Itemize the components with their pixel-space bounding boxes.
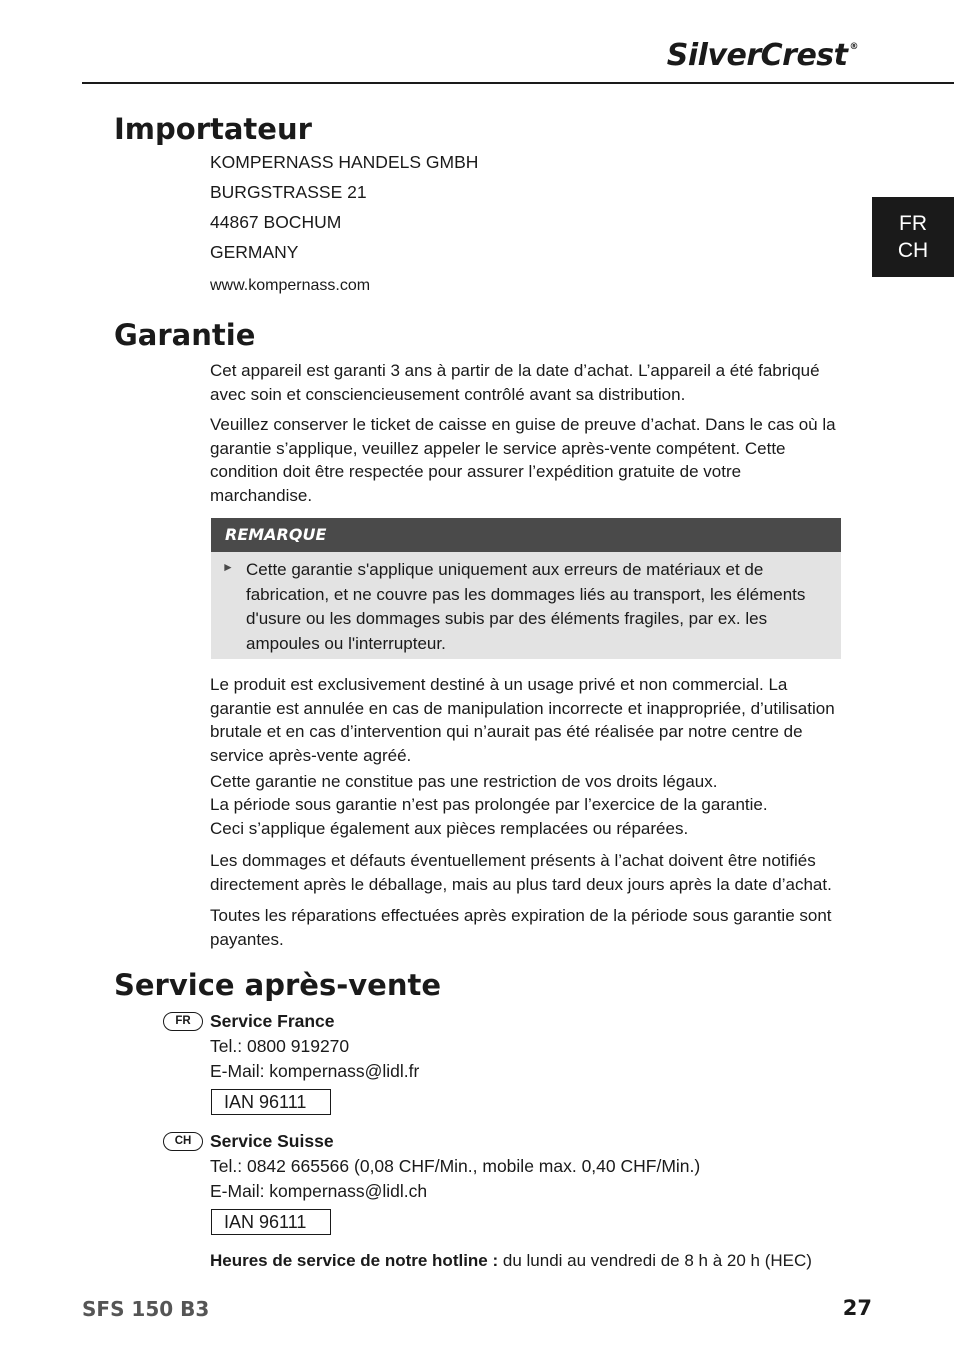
- ian-box-suisse: IAN 96111: [211, 1209, 331, 1235]
- service-suisse-email: E-Mail: kompernass@lidl.ch: [210, 1181, 428, 1201]
- country-badge-ch: CH: [163, 1132, 203, 1151]
- service-france-tel: Tel.: 0800 919270: [210, 1036, 350, 1056]
- garantie-paragraph-4-line: Ceci s’applique également aux pièces remplacées ou réparées.: [210, 819, 689, 838]
- importer-address-line: KOMPERNASS HANDELS GMBH: [210, 152, 479, 172]
- triangle-bullet-icon: ►: [222, 560, 234, 574]
- garantie-paragraph-3: Le produit est exclusivement destiné à un usage privé et non commercial. La garantie est annulée en cas de manipulation incorrecte et inappropriée, d’utilisation brutale et en cas d’intervention qui n’aurait pas été réalisée par notre centre de service après-vente agréé.: [210, 675, 835, 765]
- brand-logo: [667, 38, 858, 73]
- service-france-email: E-Mail: kompernass@lidl.fr: [210, 1061, 420, 1081]
- importer-website: www.kompernass.com: [210, 277, 371, 294]
- garantie-heading: Garantie: [114, 318, 256, 352]
- hotline-hours-label: Heures de service de notre hotline :: [210, 1251, 499, 1270]
- country-badge-fr: FR: [163, 1012, 203, 1031]
- garantie-paragraph-5: Les dommages et défauts éventuellement présents à l’achat doivent être notifiés directement après le déballage, mais au plus tard deux jours après la date d’achat.: [210, 851, 832, 894]
- language-tab: [872, 197, 954, 277]
- garantie-paragraph-1: Cet appareil est garanti 3 ans à partir de la date d’achat. L’appareil a été fabriqué avec soin et consciencieusement contrôlé avant sa distribution.: [210, 361, 820, 404]
- garantie-paragraph-4-line: La période sous garantie n’est pas prolongée par l’exercice de la garantie.: [210, 795, 768, 814]
- service-suisse-tel: Tel.: 0842 665566 (0,08 CHF/Min., mobile max. 0,40 CHF/Min.): [210, 1156, 701, 1176]
- service-suisse-title: Service Suisse: [210, 1131, 334, 1151]
- garantie-paragraph-2: Veuillez conserver le ticket de caisse en guise de preuve d’achat. Dans le cas où la garantie s’applique, veuillez appeler le service après-vente compétent. Cette condition doit être respectée pour assurer l’expédition gratuite de votre marchandise.: [210, 415, 836, 505]
- page-number: 27: [842, 1296, 872, 1320]
- hotline-hours-value: du lundi au vendredi de 8 h à 20 h (HEC): [498, 1251, 812, 1270]
- garantie-paragraph-6: Toutes les réparations effectuées après expiration de la période sous garantie sont payantes.: [210, 906, 832, 949]
- importateur-heading: Importateur: [114, 112, 312, 146]
- importer-address-line: GERMANY: [210, 242, 299, 262]
- note-box: [211, 552, 841, 659]
- hotline-hours: [210, 1251, 812, 1271]
- footer-model: SFS 150 B3: [82, 1297, 210, 1321]
- brand-name: SilverCrest: [666, 38, 848, 73]
- language-tab-ch: CH: [897, 239, 929, 262]
- garantie-paragraph-4-line: Cette garantie ne constitue pas une restriction de vos droits légaux.: [210, 772, 718, 791]
- service-france-title: Service France: [210, 1011, 335, 1031]
- header-rule: [82, 82, 954, 84]
- note-text: Cette garantie s'applique uniquement aux erreurs de matériaux et de fabrication, et ne couvre pas les dommages liés au transport, les éléments d'usure ou les dommages subis par des éléments fragiles, par ex. les ampoules ou l'interrupteur.: [246, 560, 806, 654]
- note-header: REMARQUE: [211, 518, 841, 552]
- importer-address-line: 44867 BOCHUM: [210, 212, 342, 232]
- ian-box-france: IAN 96111: [211, 1089, 331, 1115]
- registered-mark: ®: [849, 42, 858, 52]
- service-heading: Service après-vente: [114, 968, 442, 1002]
- importer-address-line: BURGSTRASSE 21: [210, 182, 367, 202]
- language-tab-fr: FR: [899, 212, 927, 235]
